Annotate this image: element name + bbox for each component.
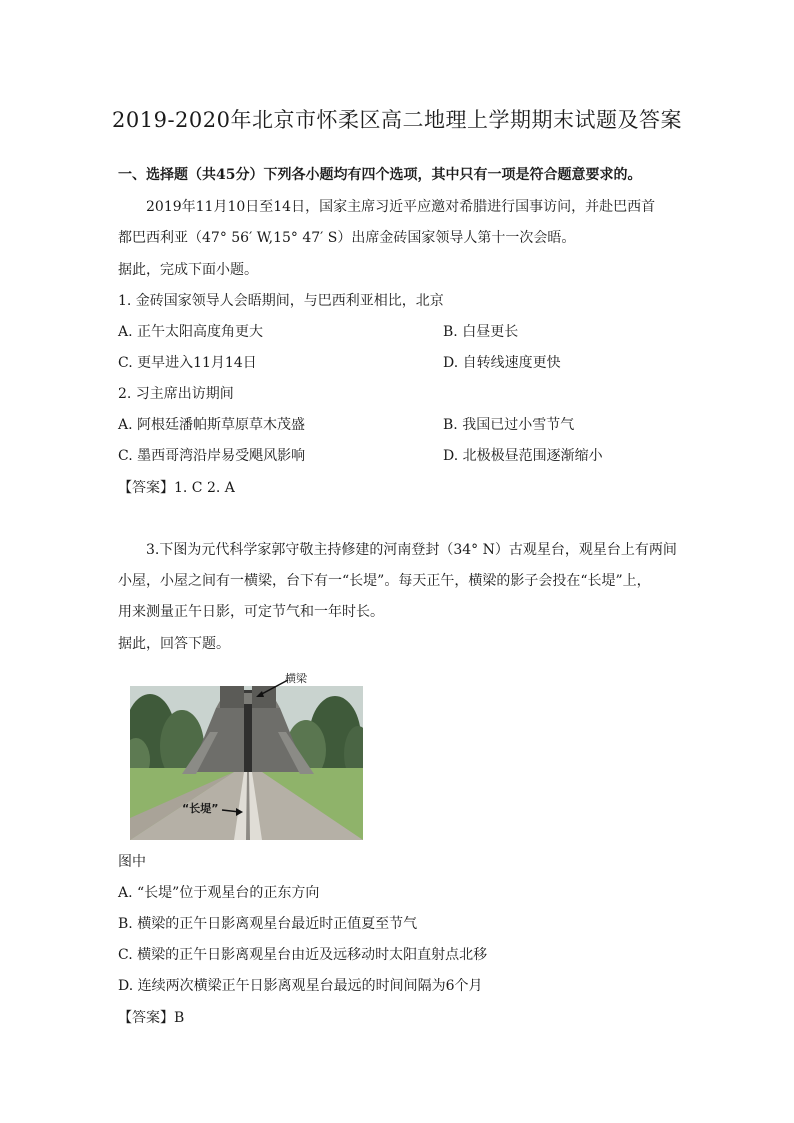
- question-1-option-c: C. 更早进入11月14日: [118, 355, 257, 371]
- section-heading: 一、选择题（共45分）下列各小题均有四个选项，其中只有一项是符合题意要求的。: [118, 167, 642, 183]
- answer-2: 【答案】B: [118, 1010, 185, 1026]
- question-2-option-c: C. 墨西哥湾沿岸易受飓风影响: [118, 448, 306, 464]
- question-3-option-b: B. 横梁的正午日影离观星台最近时正值夏至节气: [118, 916, 418, 932]
- question-1-option-a: A. 正午太阳高度角更大: [118, 324, 264, 340]
- passage-1-line-2: 都巴西利亚（47° 56′ W,15° 47′ S）出席金砖国家领导人第十一次会晤。: [118, 230, 576, 246]
- passage-2-line-3: 用来测量正午日影，可定节气和一年时长。: [118, 604, 384, 620]
- question-2-option-a: A. 阿根廷潘帕斯草原草木茂盛: [118, 417, 306, 433]
- question-2-option-b: B. 我国已过小雪节气: [443, 417, 575, 433]
- question-3-option-a: A. “长堤”位于观星台的正东方向: [118, 885, 320, 901]
- question-3-option-d: D. 连续两次横梁正午日影离观星台最远的时间间隔为6个月: [118, 978, 483, 994]
- question-2-stem: 2. 习主席出访期间: [118, 386, 234, 402]
- instruction-2: 据此，回答下题。: [118, 636, 230, 652]
- passage-2-line-1: 3.下图为元代科学家郭守敬主持修建的河南登封（34° N）古观星台，观星台上有两间: [146, 542, 677, 558]
- passage-1-line-1: 2019年11月10日至14日，国家主席习近平应邀对希腊进行国事访问，并赴巴西首: [146, 199, 656, 215]
- question-1-stem: 1. 金砖国家领导人会晤期间，与巴西利亚相比，北京: [118, 293, 444, 309]
- instruction-1: 据此，完成下面小题。: [118, 262, 258, 278]
- question-3-stem: 图中: [118, 854, 146, 870]
- observatory-photo: [130, 668, 363, 840]
- answer-1: 【答案】1. C 2. A: [118, 480, 235, 496]
- question-2-option-d: D. 北极极昼范围逐渐缩小: [443, 448, 603, 464]
- label-dike: “长堤”: [182, 802, 219, 815]
- question-3-option-c: C. 横梁的正午日影离观星台由近及远移动时太阳直射点北移: [118, 947, 488, 963]
- document-title: 2019-2020年北京市怀柔区高二地理上学期期末试题及答案: [112, 108, 682, 132]
- question-1-option-d: D. 自转线速度更快: [443, 355, 561, 371]
- label-beam: 横梁: [285, 672, 307, 685]
- question-1-option-b: B. 白昼更长: [443, 324, 519, 340]
- passage-2-line-2: 小屋，小屋之间有一横梁，台下有一“长堤”。每天正午，横梁的影子会投在“长堤”上，: [118, 573, 651, 589]
